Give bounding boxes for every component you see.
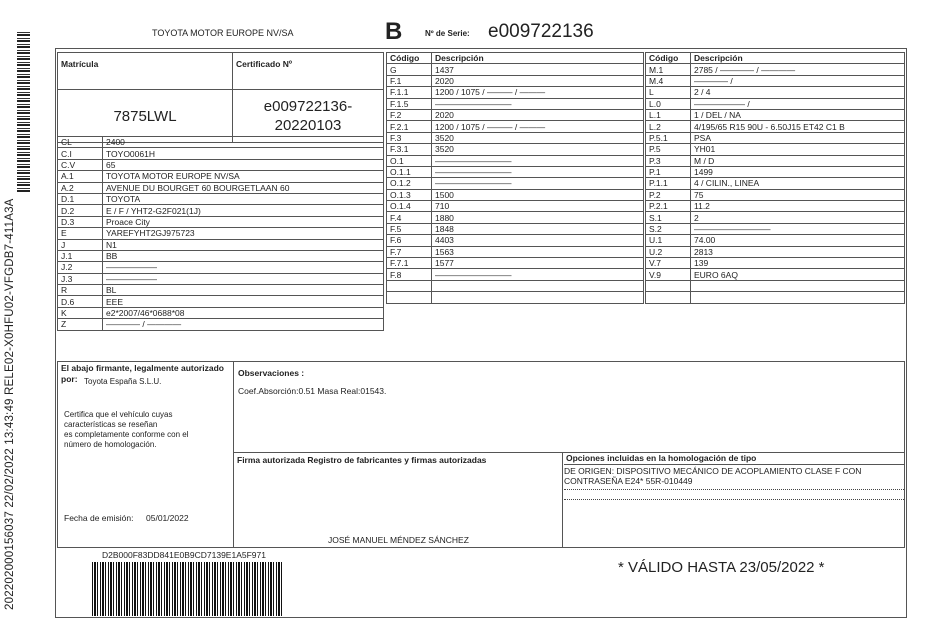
mid-row — [387, 235, 644, 246]
opciones-value-1: DE ORIGEN: DISPOSITIVO MECÁNICO DE ACOPLAMIENTO CLASE F CON — [564, 466, 862, 476]
mid-code: O.1.1 — [387, 166, 432, 177]
right-code: P.3 — [646, 155, 691, 166]
left-value: —————— — [103, 273, 384, 284]
mid-row — [387, 201, 644, 212]
fecha-label: Fecha de emisión: — [64, 513, 134, 523]
left-row — [58, 296, 384, 307]
right-value — [691, 280, 905, 291]
mid-code: F.1.1 — [387, 87, 432, 98]
right-row — [646, 166, 905, 177]
mid-code: F.2 — [387, 109, 432, 120]
left-table — [57, 52, 384, 143]
mid-code: O.1.2 — [387, 178, 432, 189]
mid-value: 2020 — [432, 109, 644, 120]
mid-value: 710 — [432, 201, 644, 212]
certificado-line-1: e009722136- — [263, 98, 353, 115]
mid-code: O.1.3 — [387, 189, 432, 200]
mid-value: 1200 / 1075 / ——— / ——— — [432, 121, 644, 132]
right-row — [646, 292, 905, 303]
mid-code: F.6 — [387, 235, 432, 246]
mid-code: O.1 — [387, 155, 432, 166]
right-row — [646, 280, 905, 291]
mid-value: ————————— — [432, 98, 644, 109]
left-row — [58, 216, 384, 227]
left-value: 65 — [103, 159, 384, 170]
right-value: 139 — [691, 258, 905, 269]
matricula-label: Matrícula — [58, 53, 233, 90]
mid-value: 1577 — [432, 258, 644, 269]
left-row — [58, 319, 384, 330]
left-value: BB — [103, 250, 384, 261]
left-value: —————— — [103, 262, 384, 273]
certifica-line-2: características se reseñan — [64, 420, 158, 429]
mid-row — [387, 75, 644, 86]
mid-row — [387, 87, 644, 98]
right-table — [645, 52, 905, 304]
mid-value — [432, 292, 644, 303]
left-value: TOYO0061H — [103, 148, 384, 159]
right-row — [646, 155, 905, 166]
right-value — [691, 292, 905, 303]
right-value: 2785 / ———— / ———— — [691, 64, 905, 75]
certificado-label: Certificado Nº — [233, 53, 384, 90]
mid-row — [387, 64, 644, 75]
left-row — [58, 159, 384, 170]
right-row — [646, 87, 905, 98]
mid-row — [387, 155, 644, 166]
valid-until: * VÁLIDO HASTA 23/05/2022 * — [618, 559, 825, 576]
left-value: E / F / YHT2-G2F021(1J) — [103, 205, 384, 216]
firmante-label-2: por: — [61, 374, 78, 384]
right-row — [646, 109, 905, 120]
left-code: D.2 — [58, 205, 103, 216]
opciones-dotted-1 — [564, 489, 904, 490]
left-code: A.2 — [58, 182, 103, 193]
mid-value: ————————— — [432, 166, 644, 177]
left-value: ———— / ———— — [103, 319, 384, 330]
mid-row — [387, 144, 644, 155]
mid-value: 1880 — [432, 212, 644, 223]
right-row — [646, 75, 905, 86]
left-code: D.1 — [58, 193, 103, 204]
right-code: U.1 — [646, 235, 691, 246]
left-code: J.2 — [58, 262, 103, 273]
mid-value — [432, 280, 644, 291]
right-code — [646, 292, 691, 303]
left-row — [58, 193, 384, 204]
right-value: YH01 — [691, 144, 905, 155]
left-row — [58, 148, 384, 159]
issuer-name: TOYOTA MOTOR EUROPE NV/SA — [152, 28, 294, 38]
right-value: 75 — [691, 189, 905, 200]
mid-code-header: Código — [387, 53, 432, 64]
side-barcode-image — [17, 32, 30, 192]
right-row — [646, 132, 905, 143]
right-value: —————— / — [691, 98, 905, 109]
mid-row — [387, 292, 644, 303]
certifica-line-1: Certifica que el vehículo cuyas — [64, 410, 173, 419]
right-value: PSA — [691, 132, 905, 143]
hash-code: D2B000F83DD841E0B9CD7139E1A5F971 — [102, 550, 266, 560]
left-value: TOYOTA MOTOR EUROPE NV/SA — [103, 171, 384, 182]
mid-row — [387, 258, 644, 269]
right-row — [646, 178, 905, 189]
right-code-header: Código — [646, 53, 691, 64]
right-code — [646, 280, 691, 291]
opciones-divider — [564, 464, 904, 465]
right-code: M.4 — [646, 75, 691, 86]
left-code: D.6 — [58, 296, 103, 307]
left-row — [58, 205, 384, 216]
mid-code: F.3 — [387, 132, 432, 143]
right-value: 74.00 — [691, 235, 905, 246]
mid-row — [387, 223, 644, 234]
left-rows-table — [57, 136, 384, 331]
mid-value: 1500 — [432, 189, 644, 200]
mid-value: ————————— — [432, 155, 644, 166]
mid-code: F.8 — [387, 269, 432, 280]
right-row — [646, 235, 905, 246]
right-code: V.7 — [646, 258, 691, 269]
observaciones-box — [233, 361, 905, 453]
mid-code: F.7 — [387, 246, 432, 257]
right-code: U.2 — [646, 246, 691, 257]
right-value: M / D — [691, 155, 905, 166]
left-code: J.3 — [58, 273, 103, 284]
left-code: A.1 — [58, 171, 103, 182]
right-value: 1499 — [691, 166, 905, 177]
firma-label: Firma autorizada Registro de fabricantes y firmas autorizadas — [237, 455, 487, 465]
left-code: C.V — [58, 159, 103, 170]
left-row — [58, 273, 384, 284]
left-value: N1 — [103, 239, 384, 250]
certifica-line-3: es completamente conforme con el — [64, 430, 189, 439]
right-value: 4/195/65 R15 90U - 6.50J15 ET42 C1 B — [691, 121, 905, 132]
mid-code: F.4 — [387, 212, 432, 223]
mid-code: F.5 — [387, 223, 432, 234]
right-desc-header: Descripción — [691, 53, 905, 64]
right-code: V.9 — [646, 269, 691, 280]
certifica-text — [64, 410, 189, 450]
left-row — [58, 239, 384, 250]
right-value: 2 / 4 — [691, 87, 905, 98]
left-value: 2400 — [103, 137, 384, 148]
left-code: Z — [58, 319, 103, 330]
firma-name: JOSÉ MANUEL MÉNDEZ SÁNCHEZ — [328, 535, 469, 545]
side-reference-text: 202202000156037 22/02/2022 13:43:49 RELE02-X0HFU02-VFGDB7-411A3A — [4, 198, 16, 610]
left-value: AVENUE DU BOURGET 60 BOURGETLAAN 60 — [103, 182, 384, 193]
mid-value: ————————— — [432, 269, 644, 280]
mid-row — [387, 246, 644, 257]
left-value: TOYOTA — [103, 193, 384, 204]
left-code: R — [58, 285, 103, 296]
right-row — [646, 212, 905, 223]
serial-number: e009722136 — [488, 21, 594, 42]
mid-code: F.1 — [387, 75, 432, 86]
firmante-label-1: El abajo firmante, legalmente autorizado — [61, 363, 224, 373]
opciones-value-2: CONTRASEÑA E24* 55R-010449 — [564, 476, 693, 486]
mid-row — [387, 212, 644, 223]
mid-value: 2020 — [432, 75, 644, 86]
mid-value: ————————— — [432, 178, 644, 189]
right-code: L.1 — [646, 109, 691, 120]
left-row — [58, 250, 384, 261]
left-code: K — [58, 307, 103, 318]
certificado-value — [233, 90, 384, 143]
left-value: BL — [103, 285, 384, 296]
right-row — [646, 64, 905, 75]
left-code: D.3 — [58, 216, 103, 227]
right-value: EURO 6AQ — [691, 269, 905, 280]
right-row — [646, 223, 905, 234]
left-code: C.I — [58, 148, 103, 159]
mid-value: 1563 — [432, 246, 644, 257]
left-value: Proace City — [103, 216, 384, 227]
right-code: L.0 — [646, 98, 691, 109]
right-code: M.1 — [646, 64, 691, 75]
right-value: 2813 — [691, 246, 905, 257]
right-row — [646, 246, 905, 257]
right-row — [646, 269, 905, 280]
mid-row — [387, 280, 644, 291]
right-value: ———— / — [691, 75, 905, 86]
left-value: e2*2007/46*0688*08 — [103, 307, 384, 318]
left-row — [58, 307, 384, 318]
right-value: 11.2 — [691, 201, 905, 212]
type-letter: B — [385, 18, 403, 45]
barcode-image — [92, 562, 282, 616]
serial-label: Nº de Serie: — [425, 29, 470, 38]
right-code: S.1 — [646, 212, 691, 223]
right-code: S.2 — [646, 223, 691, 234]
mid-row — [387, 121, 644, 132]
left-row — [58, 171, 384, 182]
mid-row — [387, 189, 644, 200]
right-code: L — [646, 87, 691, 98]
right-value: 4 / CILIN., LINEA — [691, 178, 905, 189]
opciones-label: Opciones incluidas en la homologación de tipo — [566, 453, 757, 463]
left-row — [58, 182, 384, 193]
mid-value: 3520 — [432, 132, 644, 143]
right-code: P.2.1 — [646, 201, 691, 212]
left-row — [58, 137, 384, 148]
left-code: CL — [58, 137, 103, 148]
mid-table — [386, 52, 644, 304]
certifica-line-4: número de homologación. — [64, 440, 157, 449]
firma-box — [233, 452, 563, 548]
mid-row — [387, 178, 644, 189]
fecha-value: 05/01/2022 — [146, 513, 189, 523]
mid-code: G — [387, 64, 432, 75]
right-code: P.1 — [646, 166, 691, 177]
right-code: P.5.1 — [646, 132, 691, 143]
mid-row — [387, 166, 644, 177]
right-row — [646, 201, 905, 212]
mid-row — [387, 132, 644, 143]
mid-code: O.1.4 — [387, 201, 432, 212]
observaciones-value: Coef.Absorción:0.51 Masa Real:01543. — [238, 386, 387, 396]
mid-value: 1437 — [432, 64, 644, 75]
left-code: J.1 — [58, 250, 103, 261]
right-code: L.2 — [646, 121, 691, 132]
mid-code: F.1.5 — [387, 98, 432, 109]
mid-row — [387, 269, 644, 280]
certificado-line-2: 20220103 — [274, 117, 342, 134]
right-row — [646, 258, 905, 269]
right-value: 2 — [691, 212, 905, 223]
left-code: J — [58, 239, 103, 250]
mid-code — [387, 280, 432, 291]
left-value: EEE — [103, 296, 384, 307]
matricula-value: 7875LWL — [58, 90, 233, 143]
mid-value: 3520 — [432, 144, 644, 155]
firmante-value: Toyota España S.L.U. — [84, 377, 162, 386]
left-value: YAREFYHT2GJ975723 — [103, 228, 384, 239]
mid-value: 1200 / 1075 / ——— / ——— — [432, 87, 644, 98]
mid-value: 4403 — [432, 235, 644, 246]
opciones-dotted-2 — [564, 499, 904, 500]
mid-code: F.7.1 — [387, 258, 432, 269]
right-row — [646, 121, 905, 132]
right-row — [646, 98, 905, 109]
mid-code: F.2.1 — [387, 121, 432, 132]
mid-desc-header: Descripción — [432, 53, 644, 64]
left-code: E — [58, 228, 103, 239]
right-code: P.2 — [646, 189, 691, 200]
right-row — [646, 144, 905, 155]
right-value: 1 / DEL / NA — [691, 109, 905, 120]
mid-row — [387, 109, 644, 120]
left-row — [58, 285, 384, 296]
mid-code: F.3.1 — [387, 144, 432, 155]
left-row — [58, 228, 384, 239]
right-code: P.1.1 — [646, 178, 691, 189]
mid-row — [387, 98, 644, 109]
right-row — [646, 189, 905, 200]
right-value: ————————— — [691, 223, 905, 234]
right-code: P.5 — [646, 144, 691, 155]
mid-value: 1848 — [432, 223, 644, 234]
observaciones-label: Observaciones : — [238, 368, 305, 378]
mid-code — [387, 292, 432, 303]
left-row — [58, 262, 384, 273]
